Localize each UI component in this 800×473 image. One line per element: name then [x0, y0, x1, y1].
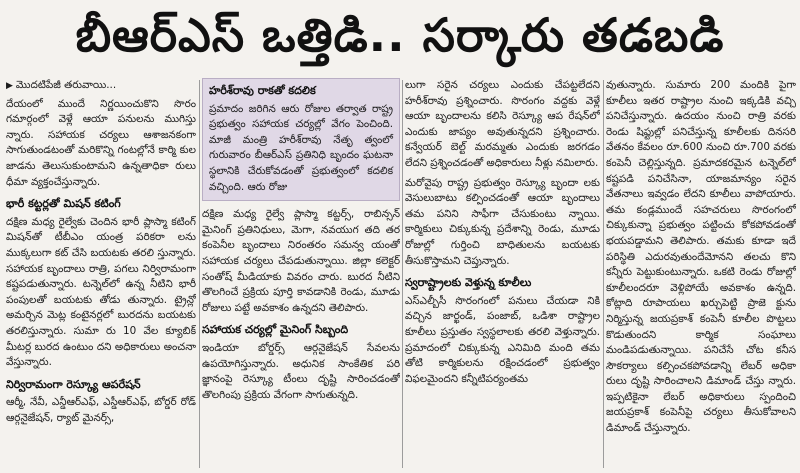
paragraph: దక్షిణ మధ్య రైల్వేకు చెందిన భారీ ప్లాస్మా కటింగ్ మిషన్‌తో టీబీఎం యంత్ర పరికరా లను ముక్కలుగా కట్ చేసి బయటకు తరలి స్తున్నారు. సహాయక బృందాలు రాత్రి, పగలు నిర్విరామంగా కష్టపడుతున్నారు. టన్నెల్‌లో ఉన్న నీటిని భారీ పంపులతో బయటకు తోడు తున్నారు. ట్రైన్లో అమర్చిన మెట్ల కంటైనర్లలో బురదను బయటకు తరలిస్తున్నారు. సుమా రు 10 వేల క్యూబిక్ మీటర్ల బురద ఉంటుం దని అధికారులు అంచనా వేస్తున్నారు.	[6, 215, 196, 369]
subheading: భారీ కట్టర్లతో మిషన్ కటింగ్	[6, 197, 121, 211]
paragraph: దక్షిణ మధ్య రైల్వే ప్లాస్మా కట్టర్స్, రాబిన్సన్ మైనింగ్ ప్రతినిధులు, మెగా, నవయుగ తది తర కంపెనీల బృందాలు నిరంతరం సమన్వ యంతో సహాయక చర్యలు చేపడుతున్నాయి. జిల్లా కలెక్టర్ సంతోష్ మీడియాకు వివరం చారు. బురద నీటిని తొలగించే ప్రక్రియ పూర్తి కావడానికి రెండు, మూడు రోజులు పట్టే అవకాశం ఉన్నదని తెలిపారు.	[202, 208, 400, 314]
column-1	[6, 78, 196, 470]
paragraph: వుతున్నారు. సుమారు 200 మందికి పైగా కూలీలు ఇతర రాష్ట్రాల నుంచి ఇక్కడికి వచ్చి పనిచేస్తున్నారు. ఉదయం నుంచి రాత్రి వరకు రెండు షిఫ్టుల్లో పనిచేస్తున్న కూలీలకు దినసరి వేతనం కేవలం రూ.600 నుంచి రూ.700 వరకు కంపెనీ చెల్లిస్తున్నది. ప్రమాదకరమైన టన్నెల్‌లో కష్టపడి పనిచేసినా, యాజమాన్యం సరైన వేతనాలు ఇవ్వడం లేదని కూలీలు వాపోయారు. తమ కండ్లముందే సహచరులు సొరంగంలో చిక్కుకున్నా ప్రభుత్వం పట్టించు కోకపోవడంతో భయపడ్డామని తెలిపారు. తమకు కూడా ఇదే పరిస్థితి ఎదురవుతుందేమోనని తలచు కొని కన్నీరు పెట్టుకుంటున్నారు. ఒకటి రెండు రోజుల్లో కూలీలందరూ వెళ్లిపోయే అవకాశం ఉన్నది. కోట్లాది రూపాయలు ఖర్చుపెట్టి ప్రాజె క్టును నిర్మిస్తున్న జయప్రకాశ్ కంపెనీ కూలీల పొట్టలు కొడుతుందని కార్మిక సంఘాలు మండిపడుతున్నాయి. పనిచేసే చోట కనీస సౌకర్యాలు కల్పించకపోవడాన్ని లేబర్ అధికా రులు దృష్టి సారించాలని డిమాండ్ చేస్తు న్నారు. ఇప్పటికైనా లేబర్ అధికారులు స్పందించి జయప్రకాశ్ కంపెనీపై చర్యలు తీసుకోవాలని డిమాండ్ చేస్తున్నారు.	[606, 79, 796, 435]
box-subheading: హరీశ్‌రావు రాకతో కదలిక	[209, 84, 316, 97]
column-3	[405, 78, 600, 470]
subheading: స్వరాష్ట్రాలకు వెళ్తున్న కూలీలు	[405, 276, 532, 290]
paragraph: మరోవైపు రాష్ట్ర ప్రభుత్వం రెస్క్యూ బృందా లకు వెసులుబాటు కల్పించడంతో ఆయా బృందాలు తమ పనిని సాఫీగా చేసుకుంటు న్నాయి. కార్మికులు చిక్కుకున్న ప్రదేశాన్ని రెండు, మూడు రోజుల్లో గుర్తించి బాధితులను బయటకు తీసుకొస్తామని చెప్తున్నారు.	[405, 176, 600, 267]
paragraph: ఆర్మీ, నేవీ, ఎన్డీఆర్ఎఫ్, ఎస్డీఆర్ఎఫ్, బోర్డర్ రోడ్ ఆర్గనైజేషన్, ర్యాట్ మైనర్స్,	[6, 396, 196, 424]
subheading: సహాయక చర్యల్లో మైనింగ్ సిబ్బంది	[202, 323, 349, 337]
continuation-kicker	[6, 78, 196, 95]
paragraph: ఎస్ఎల్బీసీ సొరంగంలో పనులు చేయడా నికి వచ్చిన జార్ఖండ్, పంజాబ్, ఒడిశా రాష్ట్రాల కూలీలు ప్రస్తుతం స్వస్థలాలకు తరలి వెళ్తున్నారు. ప్రమాదంలో చిక్కుకున్న ఎనిమిది మంది తమ తోటి కార్మికులను రక్షించడంలో ప్రభుత్వం విఫలమైందని కన్నీటిపర్యంతమ	[405, 294, 600, 385]
paragraph: లుగా సరైన చర్యలు ఎందుకు చేపట్టలేదని హరీశ్‌రావు ప్రశ్నించారు. సొరంగం వద్దకు వెళ్లే ఆయా బృందాలను కలిసి రెస్క్యూ ఆప రేషన్‌లో ఎందుకు జాప్యం అవుతున్నదని ప్రశ్నించారు. కన్వేయర్ బెల్ట్ మరమ్మతు ఎందుకు జరగడం లేదని ప్రశ్నించడంతో అధికారులు నీళ్లు నమిలారు.	[405, 79, 600, 169]
headline: బీఆర్ఎస్ ఒత్తిడి.. సర్కారు తడబడి	[75, 8, 725, 62]
kicker-text: మొదటిపేజీ తరువాయి...	[15, 79, 117, 91]
column-4	[606, 78, 796, 470]
subheading: నిర్విరామంగా రెస్క్యూ ఆపరేషన్	[6, 377, 141, 391]
column-2	[202, 78, 400, 470]
column-divider	[402, 80, 403, 468]
column-divider	[199, 80, 200, 468]
paragraph: దేయంలో ముందే నిర్ణయించుకొని సొరం గమార్గంలో వెళ్లే ఆయా పనులను ముగిస్తు న్నారు. సహాయక చర్యలు ఆశాజనకంగా సాగుతుండటంతో మరికొన్ని గంటల్లోనే కార్మి కుల జాడను తెలుసుకుంటామని ఉన్నతాధికా రులు ధీమా వ్యక్తంచేస్తున్నారు.	[6, 97, 196, 188]
triangle-right-icon: ▶	[6, 81, 13, 91]
highlight-box	[202, 78, 400, 201]
paragraph: ఇండియా బోర్డర్స్ ఆర్గనైజేషన్ సేవలను ఉపయోగిస్తున్నారు. అధునిక సాంకేతిక పరి జ్ఞానంపై రెస్క్యూ టీంలు దృష్టి సారించడంతో తొలగింపు ప్రక్రియ వేగంగా సాగుతున్నది.	[202, 341, 400, 401]
column-divider	[603, 80, 604, 468]
box-paragraph: ప్రమాదం జరిగిన ఆరు రోజుల తర్వాత రాష్ట్ర ప్రభుత్వం సహాయక చర్యల్లో వేగం పెంచింది. మాజీ మంత్రి హరీశ్‌రావు నేతృ త్వంలో గురువారం బీఆర్ఎస్ ప్రతినిధి బృందం ఘటనా స్థలానికి చేరుకోవడంతో ప్రభుత్వంలో కదలిక వచ్చింది. ఆరు రోజు	[209, 102, 393, 193]
